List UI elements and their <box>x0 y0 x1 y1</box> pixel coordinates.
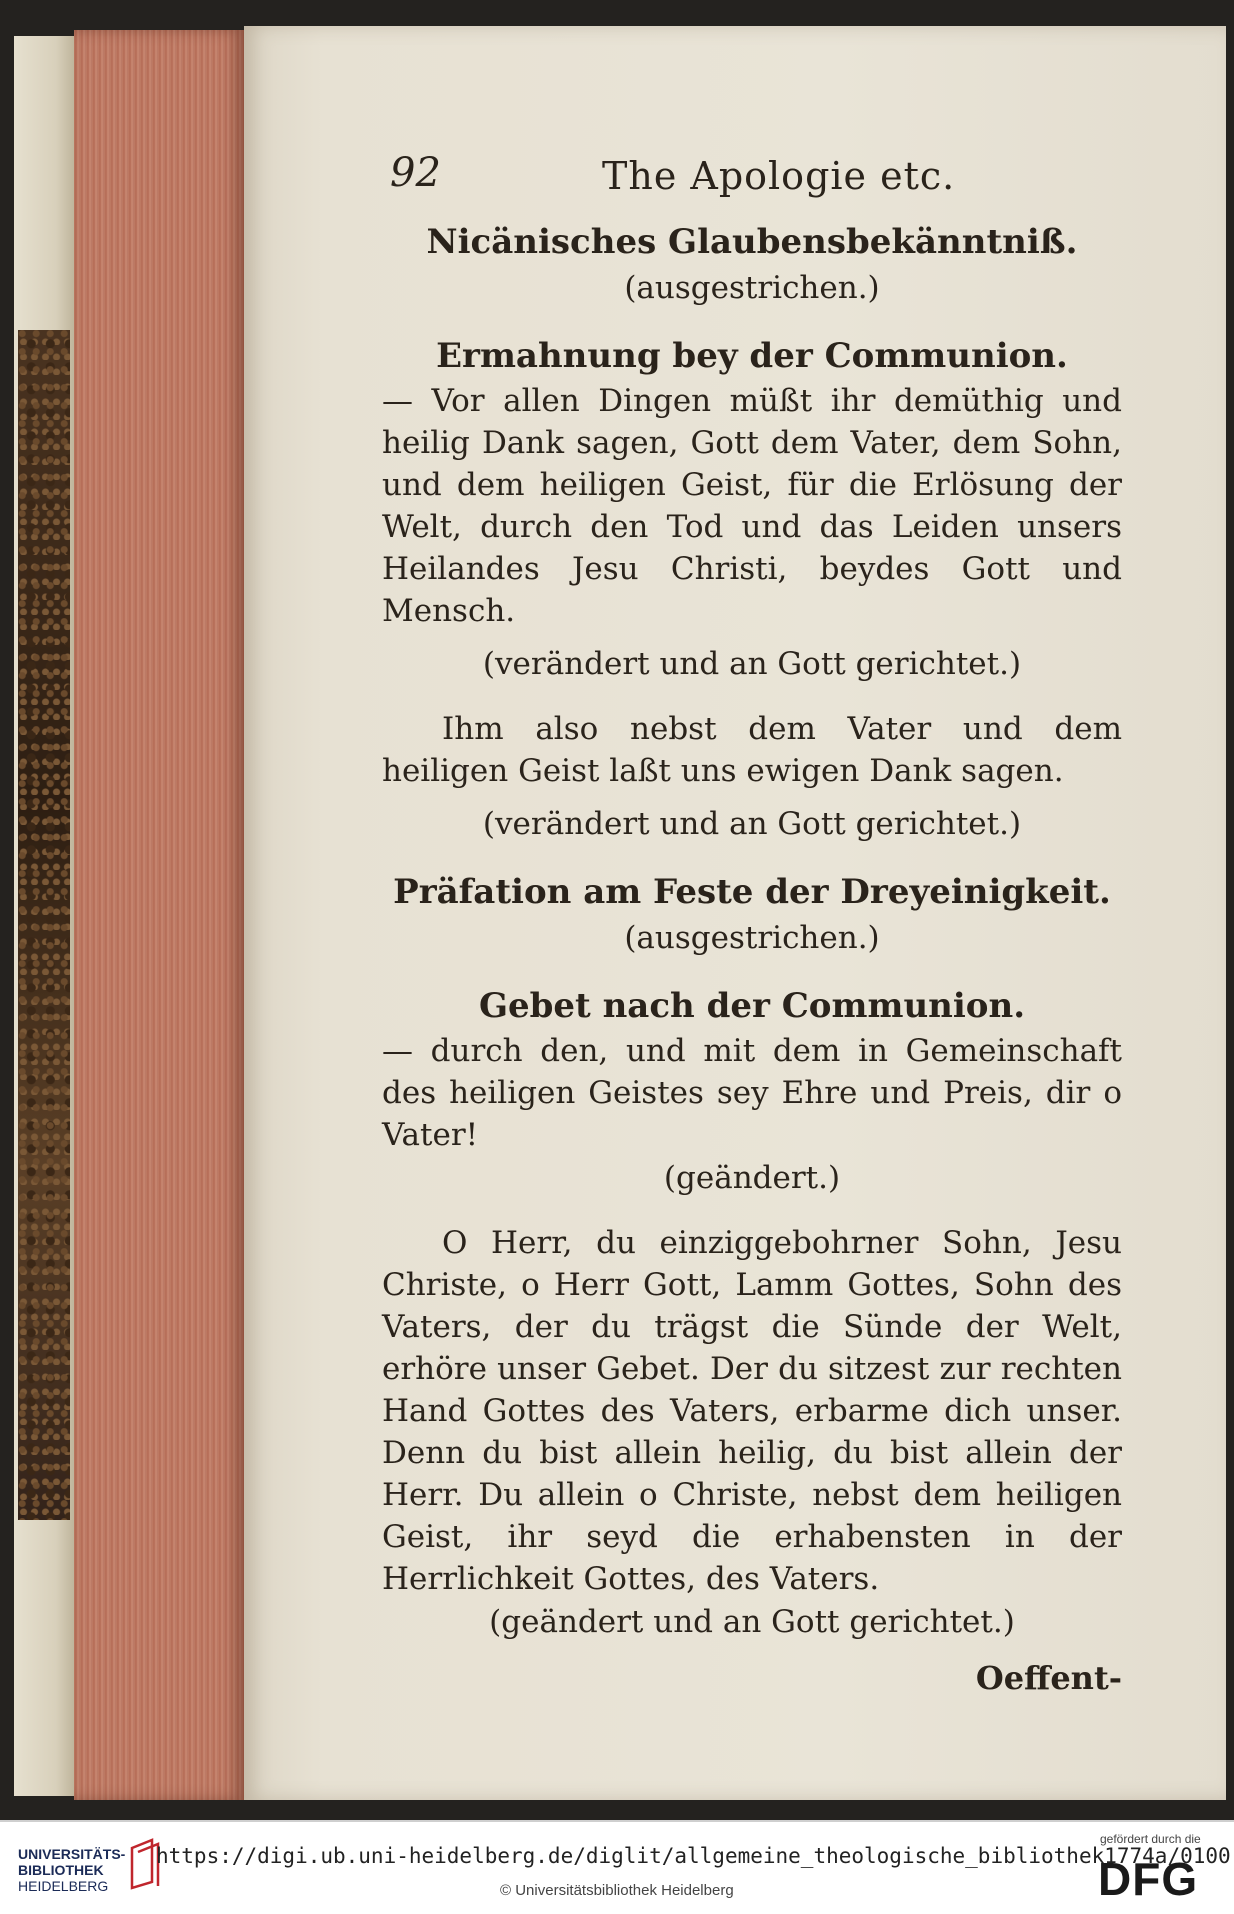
editorial-note: (verändert und an Gott gerichtet.) <box>482 806 1022 842</box>
section-heading: Nicänisches Glaubensbekänntniß. <box>426 222 1078 262</box>
paragraph: — Vor allen Dingen müßt ihr demüthig und heilig Dank sagen, Gott dem Vater, dem Sohn, und dem heiligen Geist, für die Erlösung der Welt, durch den Tod und das Leiden unsers Heilandes Jesu Christi, beydes Gott und Mensch. <box>382 383 1122 629</box>
library-logo[interactable]: UNIVERSITÄTS- BIBLIOTHEK HEIDELBERG <box>18 1846 126 1894</box>
page-header <box>382 150 1122 208</box>
marbled-cover <box>18 330 70 1520</box>
editorial-note: (geändert.) <box>663 1160 841 1196</box>
dfg-logo[interactable]: DFG <box>1098 1853 1199 1905</box>
page-number: 92 <box>390 150 441 196</box>
page-block-edge <box>74 30 244 1800</box>
page-text <box>382 150 1122 1702</box>
copyright-notice: © Universitätsbibliothek Heidelberg <box>500 1882 734 1899</box>
editorial-note: (verändert und an Gott gerichtet.) <box>482 646 1022 682</box>
catchword: Oeffent- <box>975 1659 1122 1697</box>
running-head: The Apologie etc. <box>602 154 956 198</box>
paragraph: Ihm also nebst dem Vater und dem heiligen Geist laßt uns ewigen Dank sagen. <box>382 711 1122 789</box>
editorial-note: (geändert und an Gott gerichtet.) <box>489 1604 1015 1640</box>
paragraph: O Herr, du einziggebohrner Sohn, Jesu Christe, o Herr Gott, Lamm Gottes, Sohn des Vaters, der du trägst die Sünde der Welt, erhöre unser Gebet. Der du sitzest zur rechten Hand Gottes des Vaters, erbarme dich unser. Denn du bist allein heilig, du bist allein der Herr. Du allein o Christe, nebst dem heiligen Geist, ihr seyd die erhabensten in der Herrlichkeit Gottes, des Vaters. <box>382 1225 1122 1597</box>
section-heading: Präfation am Feste der Dreyeinigkeit. <box>393 872 1111 912</box>
funded-by-label: gefördert durch die <box>1100 1832 1201 1846</box>
paragraph: — durch den, und mit dem in Gemeinschaft des heiligen Geistes sey Ehre und Preis, dir o Vater! <box>382 1033 1122 1153</box>
viewer-footer <box>0 1820 1234 1914</box>
permalink-url[interactable]: https://digi.ub.uni-heidelberg.de/diglit/allgemeine_theologische_bibliothek1774a/0100 <box>156 1844 1231 1868</box>
editorial-note: (ausgestrichen.) <box>624 920 880 956</box>
section-heading: Ermahnung bey der Communion. <box>436 336 1068 376</box>
editorial-note: (ausgestrichen.) <box>624 270 880 306</box>
section-heading: Gebet nach der Communion. <box>478 986 1026 1026</box>
